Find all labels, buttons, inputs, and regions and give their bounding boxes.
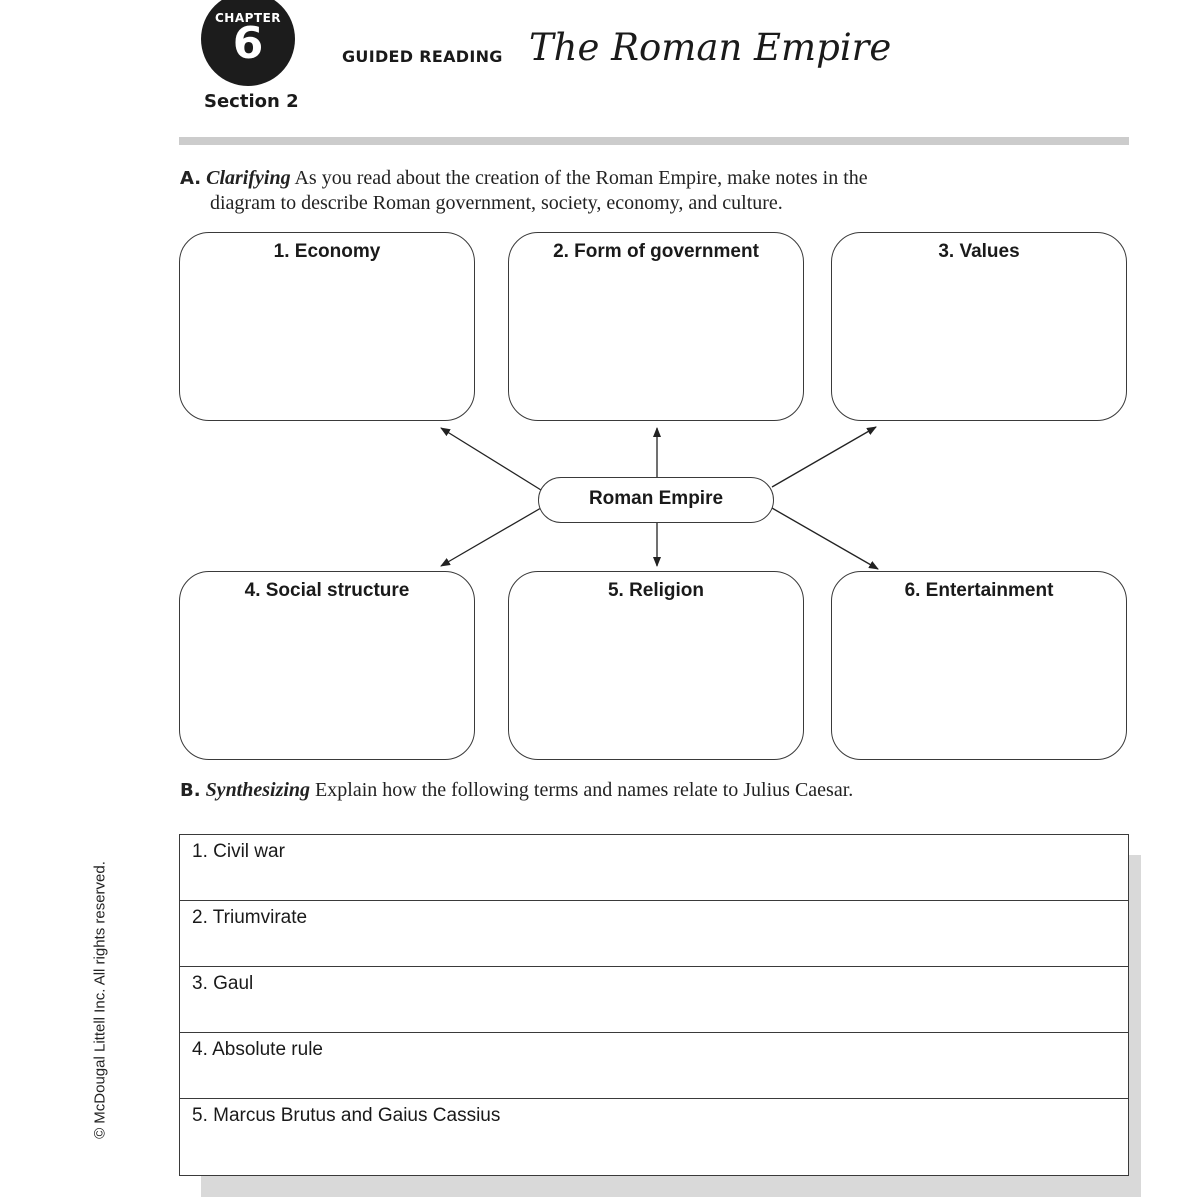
chapter-badge — [201, 0, 295, 86]
copyright-notice: © McDougal Littell Inc. All rights reserved. — [91, 861, 109, 1139]
term-row-civil-war[interactable]: 1. Civil war — [180, 835, 1128, 901]
box-economy-label: 1. Economy — [273, 241, 381, 262]
box-values[interactable] — [831, 232, 1127, 421]
page-title: The Roman Empire — [529, 26, 892, 69]
arrow-to-values — [772, 427, 876, 487]
part-b-text: Explain how the following terms and names relate to Julius Caesar. — [315, 779, 854, 801]
part-a-text-line2: diagram to describe Roman government, society, economy, and culture. — [210, 192, 783, 214]
box-religion[interactable] — [508, 571, 804, 760]
chapter-number: 6 — [232, 18, 264, 69]
term-row-gaul[interactable]: 3. Gaul — [180, 967, 1128, 1033]
guided-reading-label: GUIDED READING — [342, 47, 503, 66]
box-form-of-government[interactable] — [508, 232, 804, 421]
box-social-structure-label: 4. Social structure — [244, 580, 410, 601]
part-b-keyword: Synthesizing — [205, 779, 311, 801]
box-religion-label: 5. Religion — [607, 580, 705, 601]
terms-table — [179, 834, 1129, 1176]
box-entertainment-label: 6. Entertainment — [904, 580, 1054, 601]
part-a-letter: A. — [180, 168, 202, 189]
header-divider — [179, 137, 1129, 145]
term-row-brutus-cassius[interactable]: 5. Marcus Brutus and Gaius Cassius — [192, 1105, 501, 1126]
term-row-triumvirate[interactable]: 2. Triumvirate — [180, 901, 1128, 967]
box-social-structure[interactable] — [179, 571, 475, 760]
arrow-to-entertainment — [772, 508, 878, 569]
box-economy[interactable] — [179, 232, 475, 421]
part-b-instructions — [180, 779, 853, 802]
box-entertainment[interactable] — [831, 571, 1127, 760]
arrow-to-social-structure — [441, 508, 541, 566]
arrow-to-economy — [441, 428, 541, 490]
section-label: Section 2 — [204, 91, 299, 112]
center-node-roman-empire: Roman Empire — [538, 477, 774, 523]
part-a-keyword: Clarifying — [206, 167, 291, 189]
chapter-label: CHAPTER — [214, 11, 282, 25]
box-government-label: 2. Form of government — [553, 241, 759, 262]
part-b-letter: B. — [180, 780, 201, 801]
part-a-text-line1: As you read about the creation of the Roman Empire, make notes in the — [294, 167, 868, 189]
box-values-label: 3. Values — [938, 241, 1020, 262]
term-row-absolute-rule[interactable]: 4. Absolute rule — [180, 1033, 1128, 1099]
part-a-instructions — [180, 167, 868, 190]
